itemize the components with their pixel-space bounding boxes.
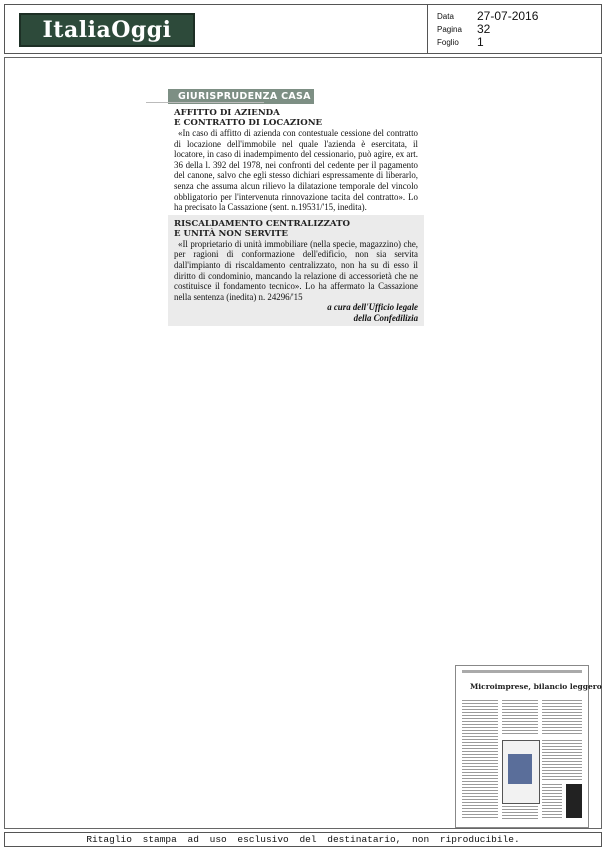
article-title-line: E CONTRATTO DI LOCAZIONE (174, 118, 323, 128)
thumbnail-column (462, 700, 498, 820)
thumbnail-column (502, 700, 538, 736)
newspaper-logo: ItaliaOggi (19, 13, 195, 47)
thumbnail-column (502, 806, 538, 820)
signature-line: a cura dell'Ufficio legale (327, 302, 418, 313)
meta-value: 27-07-2016 (477, 9, 539, 24)
section-rule (146, 102, 264, 103)
press-clipping (168, 89, 424, 326)
thumbnail-masthead (462, 670, 582, 673)
article-title (174, 108, 418, 128)
thumbnail-column (542, 740, 582, 780)
meta-row-date (437, 10, 538, 23)
meta-label: Pagina (437, 25, 462, 35)
article-body: «In caso di affitto di azienda con contestuale cessione del contratto di locazione dell'immobile nel quale l'azienda è esercitata, il locatore, in caso di inadempimento del cessionario, può agire, ex art. 36 della l. 392 del 1978, nei confronti del cedente per il pagamento del canone, salvo che egli stesso dichiari espressamente di liberarlo, senza che assuma alcun rilievo la dilatazione temporale del vincolo obbligatorio per l'intervenuta rinnovazione tacita del contratto». Lo ha precisato la Cassazione (sent. n.19531/'15, inedita). (174, 128, 418, 213)
header-divider (427, 5, 428, 53)
meta-row-sheet (437, 36, 538, 49)
thumbnail-image (508, 754, 532, 784)
article-riscaldamento (168, 215, 424, 326)
meta-value: 32 (477, 22, 491, 37)
article-title (174, 219, 418, 239)
meta-label: Foglio (437, 38, 459, 48)
clipping-metadata (437, 10, 538, 49)
thumbnail-ad (566, 784, 582, 818)
thumbnail-headline: Microimprese, bilancio leggero (470, 682, 602, 691)
meta-row-page (437, 23, 538, 36)
document-header (4, 4, 602, 54)
thumbnail-column (542, 784, 562, 818)
meta-value: 1 (477, 35, 484, 50)
article-title-line: AFFITTO DI AZIENDA (174, 108, 280, 118)
signature-line: della Confedilizia (353, 312, 418, 323)
copyright-footer: Ritaglio stampa ad uso esclusivo del destinatario, non riproducibile. (4, 832, 602, 847)
article-signature (174, 302, 418, 323)
article-body: «Il proprietario di unità immobiliare (nella specie, magazzino) che, per ragioni di conformazione dell'edificio, non sia servita dall'impianto di riscaldamento centralizzato, non ha su di esso il diritto di condominio, mancando la relazione di accessorietà che ne costituisce il fondamento tecnico». Lo ha affermato la Cassazione nella sentenza (inedita) n. 24296/'15 (174, 238, 418, 302)
meta-label: Data (437, 12, 454, 22)
article-affitto (168, 104, 424, 215)
thumbnail-column (542, 700, 582, 736)
page-thumbnail (455, 665, 602, 828)
article-title-line: E UNITÀ NON SERVITE (174, 228, 288, 239)
section-heading: GIURISPRUDENZA CASA (168, 89, 314, 104)
article-title-line: RISCALDAMENTO CENTRALIZZATO (174, 218, 350, 229)
